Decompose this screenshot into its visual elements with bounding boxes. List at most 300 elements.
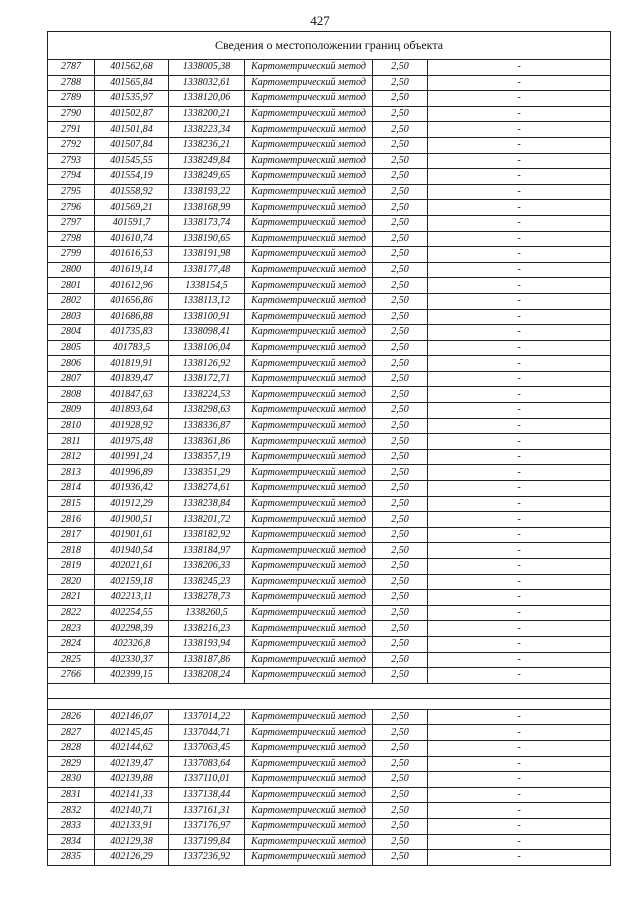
description: - xyxy=(428,850,611,866)
point-number: 2801 xyxy=(48,278,95,294)
separator-row xyxy=(48,683,611,698)
table-row xyxy=(48,449,611,465)
y-coordinate: 1338357,19 xyxy=(169,449,245,465)
table-row xyxy=(48,106,611,122)
description: - xyxy=(428,465,611,481)
method: Картометрический метод xyxy=(245,740,373,756)
method: Картометрический метод xyxy=(245,850,373,866)
point-number: 2805 xyxy=(48,340,95,356)
y-coordinate: 1338206,33 xyxy=(169,559,245,575)
table-row xyxy=(48,481,611,497)
description: - xyxy=(428,403,611,419)
table-row xyxy=(48,91,611,107)
point-number: 2793 xyxy=(48,153,95,169)
x-coordinate: 401612,96 xyxy=(95,278,169,294)
accuracy: 2,50 xyxy=(373,481,428,497)
y-coordinate: 1338182,92 xyxy=(169,527,245,543)
x-coordinate: 401783,5 xyxy=(95,340,169,356)
method: Картометрический метод xyxy=(245,215,373,231)
accuracy: 2,50 xyxy=(373,740,428,756)
accuracy: 2,50 xyxy=(373,356,428,372)
x-coordinate: 401900,51 xyxy=(95,512,169,528)
y-coordinate: 1337161,31 xyxy=(169,803,245,819)
table-row xyxy=(48,325,611,341)
y-coordinate: 1337199,84 xyxy=(169,834,245,850)
method: Картометрический метод xyxy=(245,340,373,356)
description: - xyxy=(428,574,611,590)
x-coordinate: 401501,84 xyxy=(95,122,169,138)
point-number: 2830 xyxy=(48,772,95,788)
accuracy: 2,50 xyxy=(373,725,428,741)
point-number: 2795 xyxy=(48,184,95,200)
point-number: 2788 xyxy=(48,75,95,91)
description: - xyxy=(428,709,611,725)
accuracy: 2,50 xyxy=(373,652,428,668)
y-coordinate: 1338184,97 xyxy=(169,543,245,559)
method: Картометрический метод xyxy=(245,418,373,434)
method: Картометрический метод xyxy=(245,231,373,247)
y-coordinate: 1337176,97 xyxy=(169,818,245,834)
description: - xyxy=(428,772,611,788)
description: - xyxy=(428,215,611,231)
y-coordinate: 1338177,48 xyxy=(169,262,245,278)
x-coordinate: 402326,8 xyxy=(95,636,169,652)
table-row xyxy=(48,75,611,91)
description: - xyxy=(428,434,611,450)
description: - xyxy=(428,325,611,341)
table-row xyxy=(48,605,611,621)
accuracy: 2,50 xyxy=(373,75,428,91)
method: Картометрический метод xyxy=(245,668,373,684)
y-coordinate: 1338187,86 xyxy=(169,652,245,668)
method: Картометрический метод xyxy=(245,387,373,403)
method: Картометрический метод xyxy=(245,652,373,668)
point-number: 2831 xyxy=(48,787,95,803)
method: Картометрический метод xyxy=(245,91,373,107)
y-coordinate: 1338336,87 xyxy=(169,418,245,434)
description: - xyxy=(428,834,611,850)
point-number: 2819 xyxy=(48,559,95,575)
description: - xyxy=(428,153,611,169)
method: Картометрический метод xyxy=(245,371,373,387)
point-number: 2792 xyxy=(48,137,95,153)
y-coordinate: 1338032,61 xyxy=(169,75,245,91)
x-coordinate: 402139,88 xyxy=(95,772,169,788)
point-number: 2796 xyxy=(48,200,95,216)
point-number: 2810 xyxy=(48,418,95,434)
y-coordinate: 1338120,06 xyxy=(169,91,245,107)
y-coordinate: 1338113,12 xyxy=(169,293,245,309)
page-number: 427 xyxy=(310,13,330,28)
accuracy: 2,50 xyxy=(373,169,428,185)
accuracy: 2,50 xyxy=(373,106,428,122)
boundary-table xyxy=(47,31,611,866)
point-number: 2826 xyxy=(48,709,95,725)
table-row xyxy=(48,371,611,387)
accuracy: 2,50 xyxy=(373,184,428,200)
x-coordinate: 401619,14 xyxy=(95,262,169,278)
description: - xyxy=(428,184,611,200)
accuracy: 2,50 xyxy=(373,559,428,575)
y-coordinate: 1337014,22 xyxy=(169,709,245,725)
accuracy: 2,50 xyxy=(373,772,428,788)
table-row xyxy=(48,403,611,419)
accuracy: 2,50 xyxy=(373,709,428,725)
method: Картометрический метод xyxy=(245,559,373,575)
x-coordinate: 401591,7 xyxy=(95,215,169,231)
point-number: 2833 xyxy=(48,818,95,834)
method: Картометрический метод xyxy=(245,834,373,850)
accuracy: 2,50 xyxy=(373,803,428,819)
x-coordinate: 402139,47 xyxy=(95,756,169,772)
table-row xyxy=(48,496,611,512)
method: Картометрический метод xyxy=(245,496,373,512)
method: Картометрический метод xyxy=(245,200,373,216)
method: Картометрический метод xyxy=(245,449,373,465)
y-coordinate: 1338224,53 xyxy=(169,387,245,403)
accuracy: 2,50 xyxy=(373,403,428,419)
method: Картометрический метод xyxy=(245,262,373,278)
table-title: Сведения о местоположении границ объекта xyxy=(48,32,611,60)
x-coordinate: 401558,92 xyxy=(95,184,169,200)
table-row xyxy=(48,636,611,652)
method: Картометрический метод xyxy=(245,247,373,263)
description: - xyxy=(428,309,611,325)
description: - xyxy=(428,418,611,434)
point-number: 2817 xyxy=(48,527,95,543)
description: - xyxy=(428,122,611,138)
accuracy: 2,50 xyxy=(373,756,428,772)
y-coordinate: 1338361,86 xyxy=(169,434,245,450)
x-coordinate: 402129,38 xyxy=(95,834,169,850)
method: Картометрический метод xyxy=(245,709,373,725)
y-coordinate: 1338168,99 xyxy=(169,200,245,216)
y-coordinate: 1337044,71 xyxy=(169,725,245,741)
y-coordinate: 1338193,22 xyxy=(169,184,245,200)
table-row xyxy=(48,543,611,559)
x-coordinate: 402213,11 xyxy=(95,590,169,606)
table-row xyxy=(48,574,611,590)
description: - xyxy=(428,636,611,652)
table-row xyxy=(48,834,611,850)
method: Картометрический метод xyxy=(245,756,373,772)
y-coordinate: 1338216,23 xyxy=(169,621,245,637)
accuracy: 2,50 xyxy=(373,91,428,107)
x-coordinate: 401507,84 xyxy=(95,137,169,153)
x-coordinate: 401616,53 xyxy=(95,247,169,263)
x-coordinate: 401847,63 xyxy=(95,387,169,403)
accuracy: 2,50 xyxy=(373,309,428,325)
accuracy: 2,50 xyxy=(373,590,428,606)
accuracy: 2,50 xyxy=(373,496,428,512)
x-coordinate: 402254,55 xyxy=(95,605,169,621)
x-coordinate: 401940,54 xyxy=(95,543,169,559)
y-coordinate: 1338249,84 xyxy=(169,153,245,169)
point-number: 2808 xyxy=(48,387,95,403)
table-row xyxy=(48,850,611,866)
x-coordinate: 402399,15 xyxy=(95,668,169,684)
table-row xyxy=(48,465,611,481)
method: Картометрический метод xyxy=(245,325,373,341)
y-coordinate: 1338191,98 xyxy=(169,247,245,263)
description: - xyxy=(428,668,611,684)
empty-cell xyxy=(48,683,611,698)
point-number: 2822 xyxy=(48,605,95,621)
y-coordinate: 1338100,91 xyxy=(169,309,245,325)
x-coordinate: 401912,29 xyxy=(95,496,169,512)
method: Картометрический метод xyxy=(245,465,373,481)
table-row xyxy=(48,356,611,372)
x-coordinate: 402021,61 xyxy=(95,559,169,575)
x-coordinate: 401991,24 xyxy=(95,449,169,465)
table-row xyxy=(48,60,611,76)
method: Картометрический метод xyxy=(245,137,373,153)
accuracy: 2,50 xyxy=(373,231,428,247)
table-row xyxy=(48,621,611,637)
point-number: 2824 xyxy=(48,636,95,652)
accuracy: 2,50 xyxy=(373,247,428,263)
y-coordinate: 1338126,92 xyxy=(169,356,245,372)
accuracy: 2,50 xyxy=(373,137,428,153)
method: Картометрический метод xyxy=(245,434,373,450)
method: Картометрический метод xyxy=(245,787,373,803)
description: - xyxy=(428,247,611,263)
table-row xyxy=(48,215,611,231)
point-number: 2832 xyxy=(48,803,95,819)
y-coordinate: 1338173,74 xyxy=(169,215,245,231)
description: - xyxy=(428,169,611,185)
point-number: 2807 xyxy=(48,371,95,387)
accuracy: 2,50 xyxy=(373,574,428,590)
accuracy: 2,50 xyxy=(373,621,428,637)
point-number: 2799 xyxy=(48,247,95,263)
method: Картометрический метод xyxy=(245,122,373,138)
y-coordinate: 1338236,21 xyxy=(169,137,245,153)
method: Картометрический метод xyxy=(245,636,373,652)
accuracy: 2,50 xyxy=(373,543,428,559)
y-coordinate: 1338278,73 xyxy=(169,590,245,606)
y-coordinate: 1338201,72 xyxy=(169,512,245,528)
description: - xyxy=(428,512,611,528)
table-row xyxy=(48,153,611,169)
description: - xyxy=(428,756,611,772)
x-coordinate: 402159,18 xyxy=(95,574,169,590)
y-coordinate: 1338190,65 xyxy=(169,231,245,247)
method: Картометрический метод xyxy=(245,169,373,185)
accuracy: 2,50 xyxy=(373,262,428,278)
table-row xyxy=(48,772,611,788)
table-row xyxy=(48,527,611,543)
description: - xyxy=(428,740,611,756)
accuracy: 2,50 xyxy=(373,387,428,403)
empty-cell xyxy=(48,698,611,709)
x-coordinate: 401610,74 xyxy=(95,231,169,247)
method: Картометрический метод xyxy=(245,481,373,497)
point-number: 2828 xyxy=(48,740,95,756)
point-number: 2802 xyxy=(48,293,95,309)
accuracy: 2,50 xyxy=(373,787,428,803)
method: Картометрический метод xyxy=(245,772,373,788)
table-row xyxy=(48,434,611,450)
accuracy: 2,50 xyxy=(373,527,428,543)
x-coordinate: 401502,87 xyxy=(95,106,169,122)
description: - xyxy=(428,231,611,247)
x-coordinate: 401928,92 xyxy=(95,418,169,434)
table-row xyxy=(48,512,611,528)
table-row xyxy=(48,309,611,325)
y-coordinate: 1338193,94 xyxy=(169,636,245,652)
method: Картометрический метод xyxy=(245,818,373,834)
description: - xyxy=(428,725,611,741)
y-coordinate: 1337110,01 xyxy=(169,772,245,788)
x-coordinate: 401975,48 xyxy=(95,434,169,450)
description: - xyxy=(428,60,611,76)
x-coordinate: 401936,42 xyxy=(95,481,169,497)
method: Картометрический метод xyxy=(245,543,373,559)
method: Картометрический метод xyxy=(245,153,373,169)
y-coordinate: 1338249,65 xyxy=(169,169,245,185)
x-coordinate: 401893,64 xyxy=(95,403,169,419)
description: - xyxy=(428,787,611,803)
table-row xyxy=(48,418,611,434)
description: - xyxy=(428,262,611,278)
point-number: 2766 xyxy=(48,668,95,684)
x-coordinate: 401839,47 xyxy=(95,371,169,387)
y-coordinate: 1338106,04 xyxy=(169,340,245,356)
accuracy: 2,50 xyxy=(373,512,428,528)
description: - xyxy=(428,340,611,356)
description: - xyxy=(428,293,611,309)
method: Картометрический метод xyxy=(245,106,373,122)
description: - xyxy=(428,75,611,91)
accuracy: 2,50 xyxy=(373,340,428,356)
accuracy: 2,50 xyxy=(373,215,428,231)
table-title-row xyxy=(48,32,611,60)
x-coordinate: 401686,88 xyxy=(95,309,169,325)
x-coordinate: 401545,55 xyxy=(95,153,169,169)
table-row xyxy=(48,725,611,741)
table-row xyxy=(48,740,611,756)
method: Картометрический метод xyxy=(245,621,373,637)
accuracy: 2,50 xyxy=(373,200,428,216)
point-number: 2812 xyxy=(48,449,95,465)
table-row xyxy=(48,231,611,247)
point-number: 2829 xyxy=(48,756,95,772)
x-coordinate: 401535,97 xyxy=(95,91,169,107)
point-number: 2797 xyxy=(48,215,95,231)
accuracy: 2,50 xyxy=(373,371,428,387)
table-row xyxy=(48,803,611,819)
table-row xyxy=(48,590,611,606)
x-coordinate: 401819,91 xyxy=(95,356,169,372)
table-row xyxy=(48,387,611,403)
description: - xyxy=(428,106,611,122)
y-coordinate: 1338223,34 xyxy=(169,122,245,138)
table-row xyxy=(48,247,611,263)
description: - xyxy=(428,481,611,497)
y-coordinate: 1338208,24 xyxy=(169,668,245,684)
point-number: 2821 xyxy=(48,590,95,606)
point-number: 2790 xyxy=(48,106,95,122)
point-number: 2794 xyxy=(48,169,95,185)
point-number: 2806 xyxy=(48,356,95,372)
accuracy: 2,50 xyxy=(373,418,428,434)
point-number: 2811 xyxy=(48,434,95,450)
x-coordinate: 401656,86 xyxy=(95,293,169,309)
method: Картометрический метод xyxy=(245,574,373,590)
method: Картометрический метод xyxy=(245,75,373,91)
table-row xyxy=(48,200,611,216)
table-row xyxy=(48,122,611,138)
description: - xyxy=(428,803,611,819)
table-row xyxy=(48,278,611,294)
y-coordinate: 1338298,63 xyxy=(169,403,245,419)
y-coordinate: 1338172,71 xyxy=(169,371,245,387)
x-coordinate: 401565,84 xyxy=(95,75,169,91)
y-coordinate: 1337063,45 xyxy=(169,740,245,756)
x-coordinate: 401569,21 xyxy=(95,200,169,216)
y-coordinate: 1338200,21 xyxy=(169,106,245,122)
point-number: 2816 xyxy=(48,512,95,528)
method: Картометрический метод xyxy=(245,278,373,294)
point-number: 2798 xyxy=(48,231,95,247)
point-number: 2827 xyxy=(48,725,95,741)
point-number: 2815 xyxy=(48,496,95,512)
table-row xyxy=(48,184,611,200)
description: - xyxy=(428,356,611,372)
accuracy: 2,50 xyxy=(373,465,428,481)
description: - xyxy=(428,137,611,153)
x-coordinate: 402141,33 xyxy=(95,787,169,803)
table-row xyxy=(48,340,611,356)
point-number: 2820 xyxy=(48,574,95,590)
method: Картометрический метод xyxy=(245,605,373,621)
y-coordinate: 1338260,5 xyxy=(169,605,245,621)
method: Картометрический метод xyxy=(245,803,373,819)
method: Картометрический метод xyxy=(245,725,373,741)
method: Картометрический метод xyxy=(245,527,373,543)
method: Картометрический метод xyxy=(245,293,373,309)
accuracy: 2,50 xyxy=(373,325,428,341)
accuracy: 2,50 xyxy=(373,278,428,294)
description: - xyxy=(428,496,611,512)
description: - xyxy=(428,371,611,387)
description: - xyxy=(428,387,611,403)
table-row xyxy=(48,818,611,834)
table-row xyxy=(48,787,611,803)
point-number: 2835 xyxy=(48,850,95,866)
x-coordinate: 402140,71 xyxy=(95,803,169,819)
point-number: 2804 xyxy=(48,325,95,341)
point-number: 2834 xyxy=(48,834,95,850)
accuracy: 2,50 xyxy=(373,449,428,465)
y-coordinate: 1338154,5 xyxy=(169,278,245,294)
table-row xyxy=(48,709,611,725)
accuracy: 2,50 xyxy=(373,122,428,138)
table-row xyxy=(48,262,611,278)
table-row xyxy=(48,137,611,153)
x-coordinate: 402146,07 xyxy=(95,709,169,725)
description: - xyxy=(428,543,611,559)
description: - xyxy=(428,278,611,294)
y-coordinate: 1338005,38 xyxy=(169,60,245,76)
description: - xyxy=(428,590,611,606)
accuracy: 2,50 xyxy=(373,153,428,169)
accuracy: 2,50 xyxy=(373,850,428,866)
method: Картометрический метод xyxy=(245,356,373,372)
table-row xyxy=(48,652,611,668)
x-coordinate: 402126,29 xyxy=(95,850,169,866)
